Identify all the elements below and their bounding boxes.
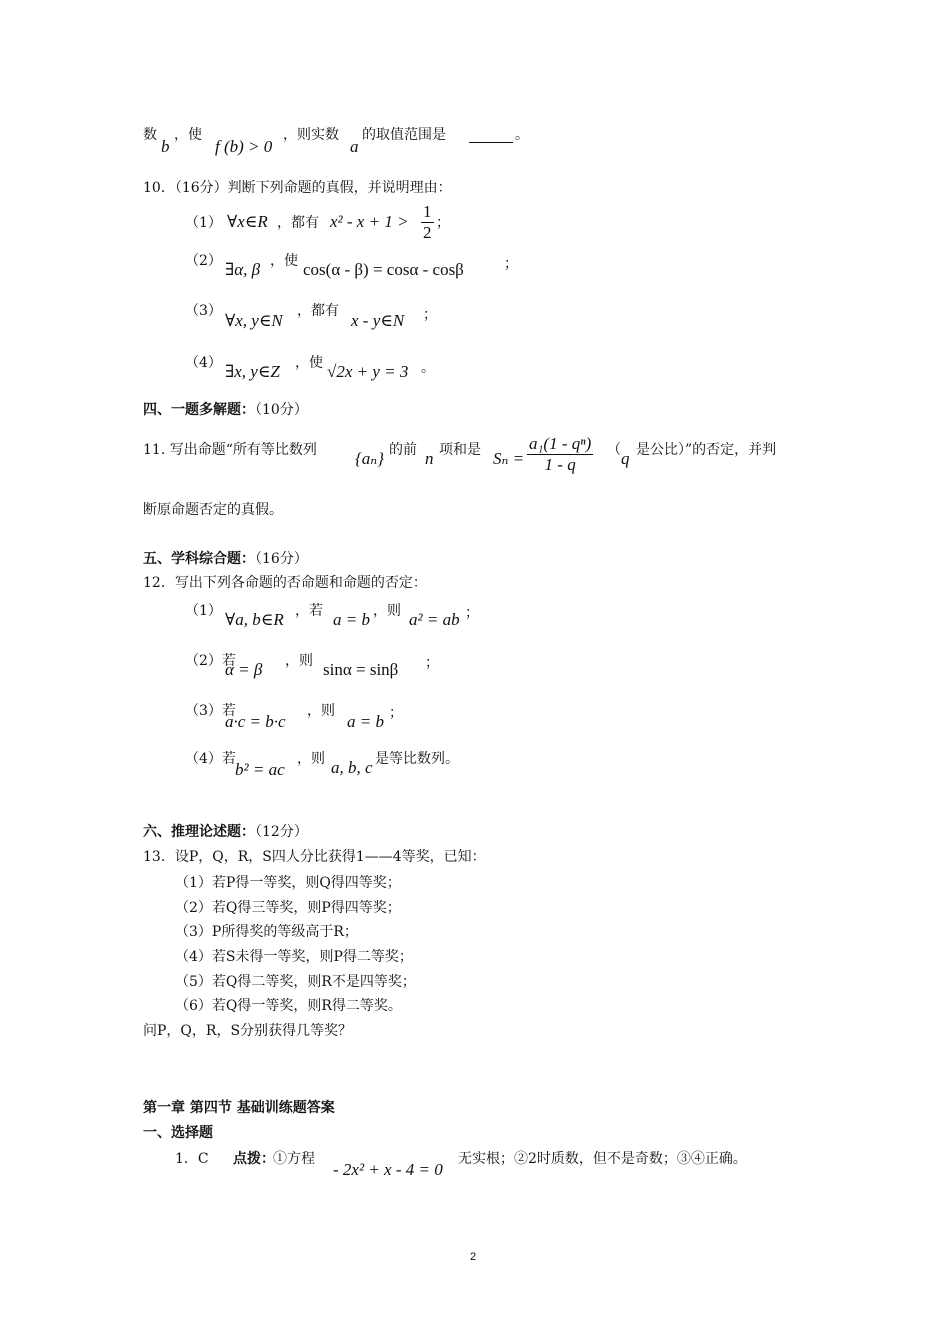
answer-number: 1．C	[175, 1151, 209, 1167]
q12-item-1	[185, 600, 485, 636]
q11	[143, 432, 823, 492]
item-text: ，使	[270, 253, 298, 269]
formula: √2x + y = 3	[327, 362, 409, 381]
answers-section-title: 一、选择题	[143, 1125, 213, 1141]
q13-condition: （6）若Q得一等奖，则R得二等奖。	[175, 998, 402, 1014]
q11-text: 的前	[389, 442, 417, 458]
numerator: a₁(1 - qⁿ)	[529, 434, 592, 453]
formula: cos(α - β) = cosα - cosβ	[303, 260, 464, 279]
section-score: （10分）	[255, 402, 308, 418]
answer-text: 无实根；②2时质数，但不是奇数；③④正确。	[458, 1151, 747, 1167]
answer-1	[175, 1148, 815, 1184]
item-text: ；	[436, 215, 450, 231]
formula: sinα = sinβ	[323, 660, 399, 679]
answer-label: 点拨：	[233, 1151, 275, 1167]
section-6-heading	[143, 823, 308, 841]
q12-title: 12．写出下列各命题的否命题和命题的否定：	[143, 575, 427, 591]
formula: a·c = b·c	[225, 712, 286, 731]
q10-item-2	[185, 252, 545, 286]
formula: a = b	[347, 712, 384, 731]
item-text: ，则	[373, 603, 401, 619]
q10-item-3	[185, 302, 485, 336]
item-text: ；	[423, 307, 437, 323]
formula: ∀a, b∈R	[225, 610, 284, 629]
formula: q	[621, 449, 630, 468]
q9-text: ，则实数	[283, 127, 339, 143]
section-score: （12分）	[255, 824, 308, 840]
q9-text: 数	[143, 127, 157, 143]
q11-text: （	[607, 442, 621, 458]
item-label: （2）若	[185, 653, 236, 669]
q13-title: 13．设P，Q，R，S四人分比获得1——4等奖，已知：	[143, 849, 486, 865]
q13-condition: （1）若P得一等奖，则Q得四等奖；	[175, 875, 401, 891]
formula: n	[425, 449, 434, 468]
item-label: （4）	[185, 355, 222, 371]
formula: a² = ab	[409, 610, 460, 629]
answer-blank	[469, 128, 513, 143]
item-text: ；	[504, 256, 518, 272]
formula: x² - x + 1 >	[330, 212, 409, 231]
section-title: 四、一题多解题：	[143, 402, 255, 418]
q12-item-3	[185, 700, 485, 736]
item-text: ，都有	[297, 303, 339, 319]
item-label: （1）	[185, 215, 222, 231]
q12-item-2	[185, 650, 485, 686]
q10-title: 10．（16分）判断下列命题的真假，并说明理由：	[143, 180, 452, 196]
item-text: ，都有	[277, 215, 319, 231]
formula: Sₙ =	[493, 449, 525, 468]
item-label: （3）	[185, 303, 222, 319]
numerator: 1	[423, 202, 432, 221]
item-label: （1）	[185, 603, 222, 619]
item-text: ，则	[285, 653, 313, 669]
section-title: 五、学科综合题：	[143, 551, 255, 567]
q13-condition: （4）若S未得一等奖，则P得二等奖；	[175, 949, 413, 965]
item-text: ；	[389, 705, 403, 721]
q9-text: ，使	[174, 127, 202, 143]
formula: {aₙ}	[355, 449, 384, 468]
q9-formula: f (b) > 0	[215, 137, 273, 156]
q13-condition: （5）若Q得二等奖，则R不是四等奖；	[175, 974, 416, 990]
q9-tail	[143, 126, 543, 160]
q11-text: 11. 写出命题“所有等比数列	[143, 442, 317, 458]
denominator: 2	[423, 223, 432, 242]
q11-line2: 断原命题否定的真假。	[143, 502, 283, 518]
q13-condition: （3）P所得奖的等级高于R；	[175, 924, 358, 940]
denominator: 1 - q	[544, 455, 576, 474]
item-label: （2）	[185, 253, 222, 269]
q10-item-4	[185, 354, 485, 388]
page-number: 2	[470, 1251, 477, 1263]
item-text: ；	[425, 655, 439, 671]
q12-item-4	[185, 750, 505, 786]
formula: a, b, c	[331, 758, 373, 777]
section-score: （16分）	[255, 551, 308, 567]
formula: α = β	[225, 660, 263, 679]
q13-condition: （2）若Q得三等奖，则P得四等奖；	[175, 900, 401, 916]
formula: ∀x∈R	[227, 212, 268, 231]
sum-fraction	[527, 434, 593, 475]
item-text: 。	[421, 360, 435, 376]
formula: ∃x, y∈Z	[225, 362, 280, 381]
item-text: ，若	[295, 603, 323, 619]
formula: ∃α, β	[225, 260, 261, 279]
q9-var-a: a	[350, 137, 359, 156]
answers-chapter-title: 第一章 第四节 基础训练题答案	[143, 1100, 335, 1116]
formula: a = b	[333, 610, 370, 629]
item-text: 是等比数列。	[375, 751, 459, 767]
q13-question: 问P，Q，R，S分别获得几等奖？	[143, 1023, 353, 1039]
item-label: （4）若	[185, 751, 236, 767]
item-text: ，则	[297, 751, 325, 767]
item-text: ；	[465, 605, 479, 621]
item-label: （3）若	[185, 703, 236, 719]
q11-text: 是公比）”的否定，并判	[636, 442, 777, 458]
formula: b² = ac	[235, 760, 285, 779]
formula: - 2x² + x - 4 = 0	[333, 1160, 443, 1179]
q9-text: 。	[515, 127, 529, 143]
formula: x - y∈N	[351, 311, 405, 330]
q9-text: 的取值范围是	[362, 127, 446, 143]
item-text: ，则	[307, 703, 335, 719]
fraction-one-half	[421, 202, 434, 243]
formula: ∀x, y∈N	[225, 311, 283, 330]
q10-item-1	[185, 204, 485, 244]
item-text: ，使	[295, 355, 323, 371]
section-title: 六、推理论述题：	[143, 824, 255, 840]
answer-text: ①方程	[273, 1151, 315, 1167]
q9-var-b: b	[161, 137, 170, 156]
section-4-heading	[143, 401, 308, 419]
section-5-heading	[143, 550, 308, 568]
q11-text: 项和是	[439, 442, 481, 458]
